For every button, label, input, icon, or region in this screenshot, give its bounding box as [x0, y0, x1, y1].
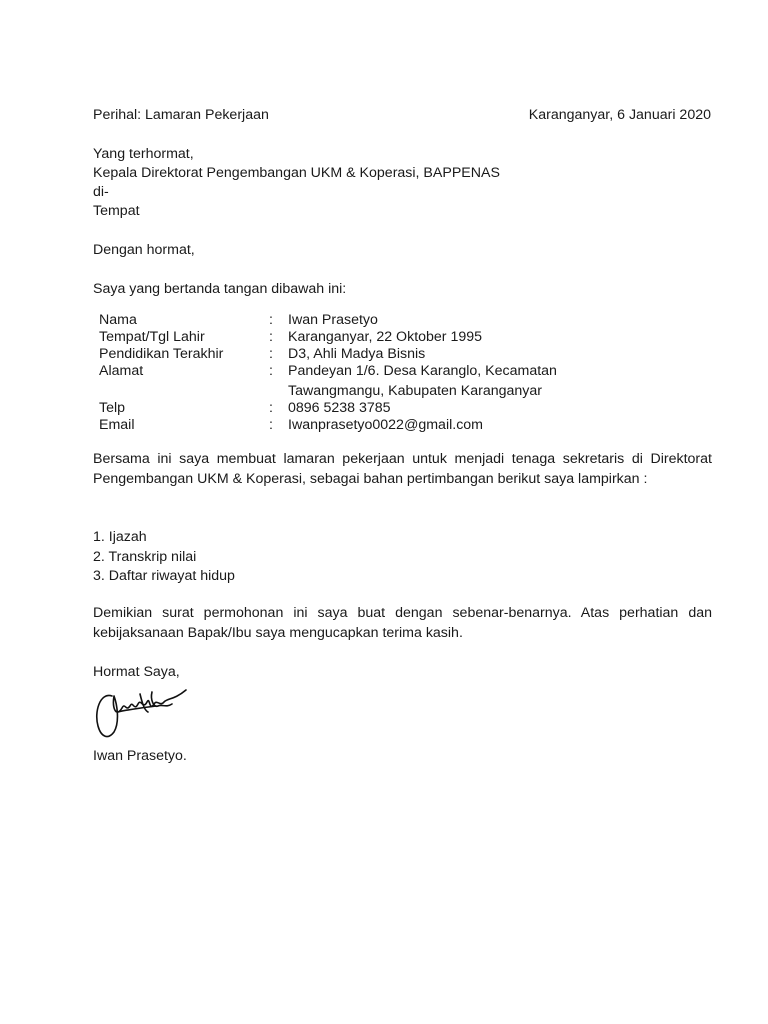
list-item: 1. Ijazah — [93, 529, 147, 545]
info-row-birth — [99, 328, 659, 346]
info-colon: : — [269, 363, 273, 379]
info-row-phone — [99, 399, 659, 417]
info-colon: : — [269, 400, 273, 416]
info-value: Karanganyar, 22 Oktober 1995 — [288, 329, 483, 345]
intro-text: Saya yang bertanda tangan dibawah ini: — [93, 281, 347, 297]
info-colon: : — [269, 312, 273, 328]
info-label: Nama — [99, 312, 137, 328]
info-value: D3, Ahli Madya Bisnis — [288, 346, 426, 362]
recipient-di: di- — [93, 184, 109, 200]
info-value: 0896 5238 3785 — [288, 400, 391, 416]
info-row-education — [99, 345, 659, 363]
info-label: Tempat/Tgl Lahir — [99, 329, 205, 345]
letter-subject: Perihal: Lamaran Pekerjaan — [93, 107, 269, 123]
info-colon: : — [269, 329, 273, 345]
info-row-address-cont — [99, 382, 659, 400]
letter-place-date: Karanganyar, 6 Januari 2020 — [528, 107, 711, 123]
info-label: Pendidikan Terakhir — [99, 346, 224, 362]
list-item: 3. Daftar riwayat hidup — [93, 568, 235, 584]
info-value-continued: Tawangmangu, Kabupaten Karanganyar — [288, 383, 542, 399]
closing-paragraph: Demikian surat permohonan ini saya buat dengan sebenar-benarnya. Atas perhatian dan kebijaksanaan Bapak/Ibu saya mengucapkan terima kasih. — [93, 605, 712, 641]
info-value: Pandeyan 1/6. Desa Karanglo, Kecamatan — [288, 363, 557, 379]
closing-text: Hormat Saya, — [93, 664, 180, 680]
info-label: Alamat — [99, 363, 144, 379]
info-label: Telp — [99, 400, 126, 416]
info-value: Iwanprasetyo0022@gmail.com — [288, 417, 483, 433]
info-row-address — [99, 362, 659, 380]
info-colon: : — [269, 346, 273, 362]
signature-icon — [92, 682, 196, 744]
info-label: Email — [99, 417, 135, 433]
greeting: Dengan hormat, — [93, 242, 195, 258]
recipient-place: Tempat — [93, 203, 140, 219]
info-value: Iwan Prasetyo — [288, 312, 378, 328]
info-row-name — [99, 311, 659, 329]
info-colon: : — [269, 417, 273, 433]
body-paragraph: Bersama ini saya membuat lamaran pekerjaan untuk menjadi tenaga sekretaris di Direktorat Pengembangan UKM & Koperasi, sebagai bahan pertimbangan berikut saya lampirkan : — [93, 451, 712, 487]
info-row-email — [99, 416, 659, 434]
attachment-list — [93, 528, 235, 587]
signer-name: Iwan Prasetyo. — [93, 748, 187, 764]
recipient-salutation: Yang terhormat, — [93, 146, 194, 162]
recipient-name: Kepala Direktorat Pengembangan UKM & Koperasi, BAPPENAS — [93, 165, 500, 181]
list-item: 2. Transkrip nilai — [93, 548, 197, 565]
